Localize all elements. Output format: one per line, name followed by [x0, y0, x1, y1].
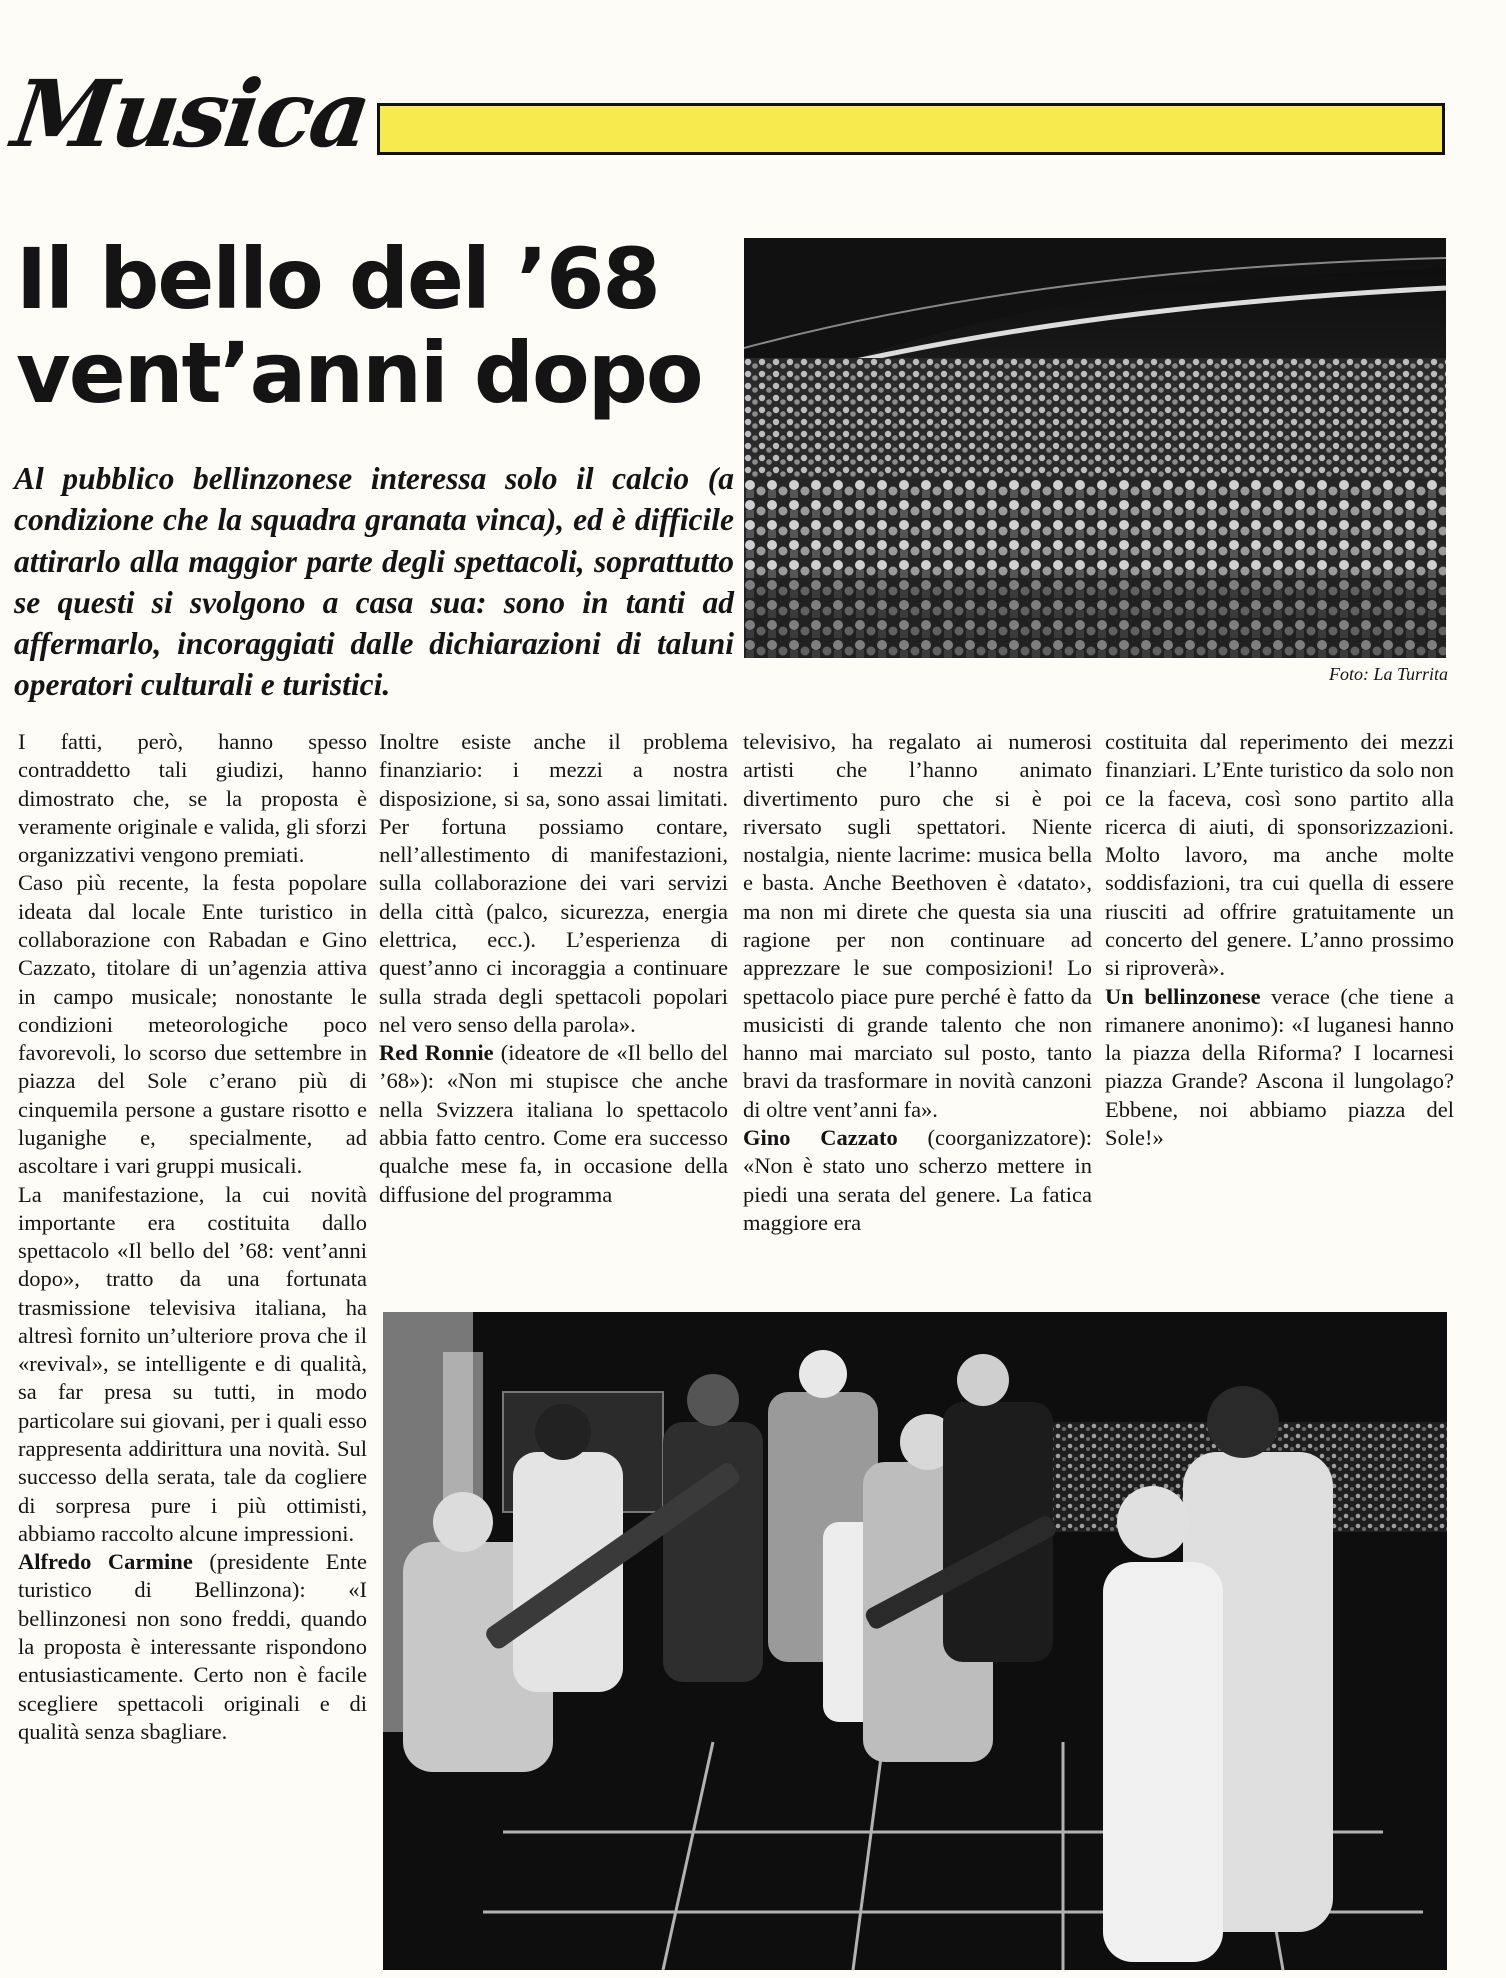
section-title: Musica: [6, 60, 375, 168]
headline: [16, 230, 736, 423]
paragraph: Caso più recente, la festa popolare ideata dal locale Ente turistico in collaborazione con Rabadan e Gino Cazzato, titolare di un’agenzia attiva in campo musicale; nonostante le condizioni meteorologiche poco favorevoli, lo scorso due settembre in piazza del Sole c’erano più di cinquemila persone a gustare risotto e luganighe e, specialmente, ad ascoltare i vari gruppi musicali.: [18, 870, 367, 1179]
headline-line-2: vent’anni dopo: [16, 324, 702, 423]
speaker-quote: verace (che tiene a rimanere anonimo): «I luganesi hanno la piazza della Riforma? I locarnesi piazza Grande? Ascona il lungolago? Ebbene, noi abbiamo piazza del Sole!»: [1105, 983, 1454, 1150]
paragraph: [1105, 983, 1454, 1153]
stage-photo: [383, 1312, 1447, 1970]
speaker-name: Alfredo Carmine: [18, 1549, 193, 1575]
article-column-3: [743, 728, 1092, 1237]
article-column-2: [379, 728, 728, 1209]
paragraph: [379, 1039, 728, 1209]
paragraph: Inoltre esiste anche il problema finanziario: i mezzi a nostra disposizione, si sa, sono assai limitati. Per fortuna possiamo contare, nell’allestimento di manifestazioni, sulla collaborazione dei vari servizi della città (palco, sicurezza, energia elettrica, ecc.). L’esperienza di quest’anno ci incoraggia a continuare sulla strada degli spettacoli popolari nel vero senso della parola».: [379, 729, 728, 1037]
headline-line-1: Il bello del ’68: [16, 230, 659, 328]
speaker-quote: (ideatore de «Il bello del ’68»): «Non mi stupisce che anche nella Svizzera italiana lo spettacolo abbia fatto centro. Come era successo qualche mese fa, in occasione della diffusione del programma: [379, 1040, 729, 1207]
speaker-quote: (presidente Ente turistico di Bellinzona): «I bellinzonesi non sono freddi, quando la proposta è interessante rispondono entusiasticamente. Certo non è facile scegliere spettacoli originali e di qualità senza sbagliare.: [18, 1549, 367, 1744]
speaker-name: Red Ronnie: [379, 1040, 494, 1066]
crowd-photo-image: [744, 238, 1446, 658]
crowd-photo: [744, 238, 1446, 658]
speaker-quote: (coorganizzatore): «Non è stato uno scherzo mettere in piedi una serata del genere. La fatica maggiore era: [743, 1124, 1092, 1235]
photo-credit: Foto: La Turrita: [1328, 664, 1448, 684]
section-color-bar: [377, 103, 1445, 155]
lead-paragraph: Al pubblico bellinzonese interessa solo il calcio (a condizione che la squadra granata vinca), ed è difficile attirarlo alla maggior parte degli spettacoli, soprattutto se questi si svolgono a casa sua: sono in tanti ad affermarlo, incoraggiati dalle dichiarazioni di taluni operatori culturali e turistici.: [14, 461, 734, 703]
speaker-name: Gino Cazzato: [743, 1124, 898, 1150]
article-column-1: [18, 728, 367, 1746]
stage-photo-image: [383, 1312, 1447, 1970]
paragraph: [743, 1124, 1092, 1237]
paragraph: La manifestazione, la cui novità importante era costituita dallo spettacolo «Il bello del ’68: vent’anni dopo», tratto da una fortunata trasmissione televisiva italiana, ha altresì fornito un’ulteriore prova che il «revival», se intelligente e di qualità, sa far presa su tutti, in modo particolare sui giovani, per i quali esso rappresenta addirittura una novità. Sul successo della serata, tale da cogliere di sorpresa pure i più ottimisti, abbiamo raccolto alcune impressioni.: [18, 1181, 367, 1546]
speaker-name: Un bellinzonese: [1105, 983, 1261, 1009]
paragraph: [18, 1548, 367, 1746]
paragraph: I fatti, però, hanno spesso contraddetto tali giudizi, hanno dimostrato che, se la proposta è veramente originale e valida, gli sforzi organizzativi vengono premiati.: [18, 729, 367, 868]
article-column-4: [1105, 728, 1454, 1152]
paragraph: televisivo, ha regalato ai numerosi artisti che l’hanno animato divertimento puro che si è poi riversato sugli spettatori. Niente nostalgia, niente lacrime: musica bella e basta. Anche Beethoven è ‹datato›, ma non mi direte che questa sia una ragione per non continuare ad apprezzare le sue composizioni! Lo spettacolo piace pure perché è fatto da musicisti di grande talento che non hanno mai marciato sul posto, tanto bravi da trasformare in novità canzoni di oltre vent’anni fa».: [743, 729, 1092, 1122]
paragraph: costituita dal reperimento dei mezzi finanziari. L’Ente turistico da solo non ce la faceva, così sono partito alla ricerca di aiuti, di sponsorizzazioni. Molto lavoro, ma anche molte soddisfazioni, tra cui quella di essere riusciti ad offrire gratuitamente un concerto del genere. L’anno prossimo si riproverà».: [1105, 729, 1454, 981]
